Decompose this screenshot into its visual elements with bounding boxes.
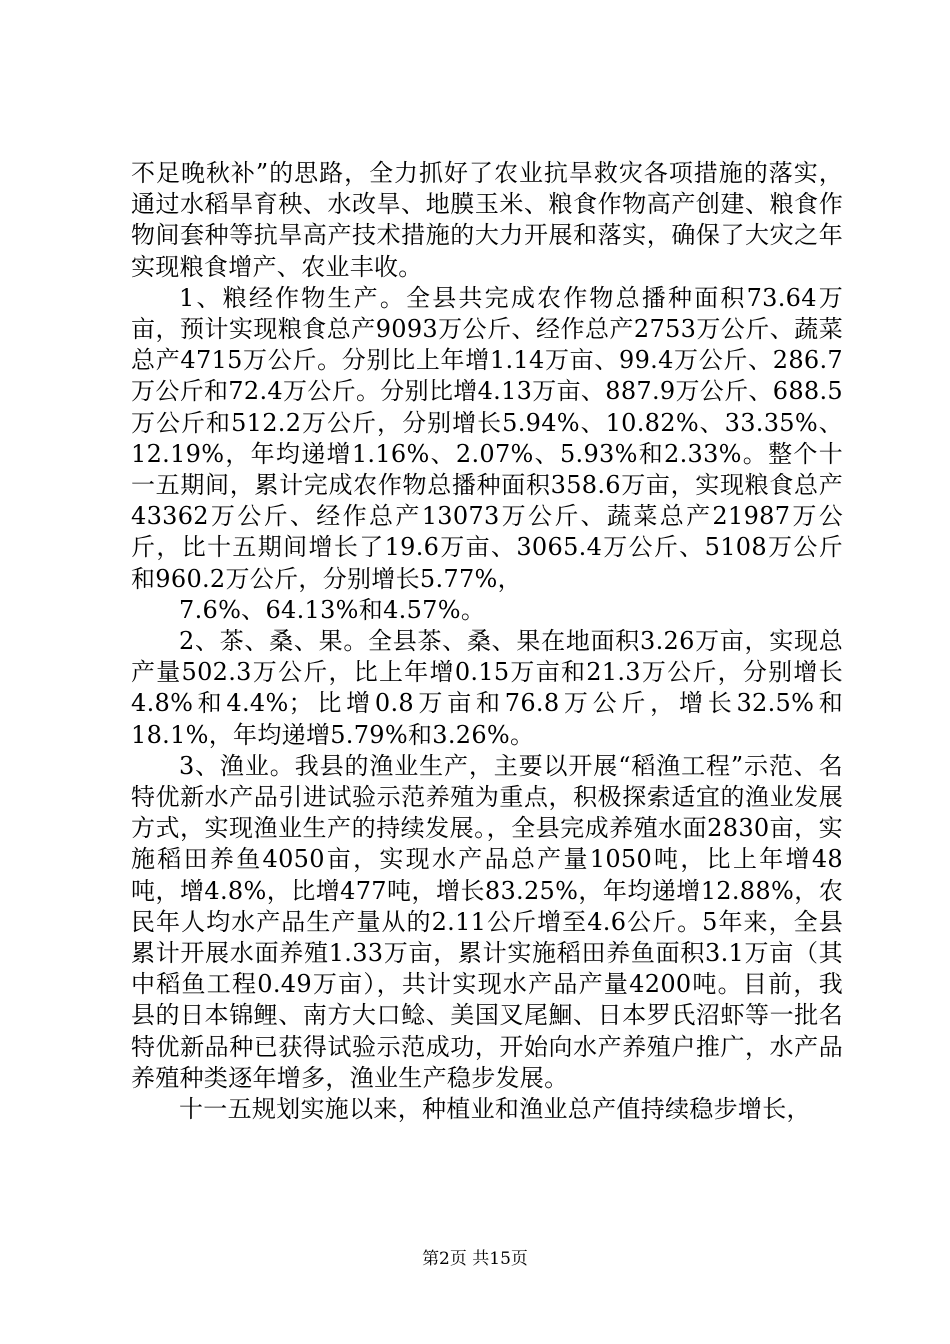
paragraph-growth-rates: 7.6%、64.13%和4.57%。 [179,595,486,624]
paragraph-fishery: 3、渔业。我县的渔业生产，主要以开展“稻渔工程”示范、名特优新水产品引进试验示范养殖为重点，积极探索适宜的渔业发展方式，实现渔业生产的持续发展。，全县完成养殖水面2830亩，实施稻田养鱼4050亩，实现水产品总产量1050吨，比上年增48吨，增4.8%，比增477吨，增长83.25%，年均递增12.88%，农民年人均水产品生产量从的2.11公斤增至4.6公斤。5年来，全县累计开展水面养殖1.33万亩，累计实施稻田养鱼面积3.1万亩（其中稻鱼工程0.49万亩），共计实现水产品产量4200吨。目前，我县的日本锦鲤、南方大口鲶、美国叉尾鮰、日本罗氏沼虾等一批名特优新品种已获得试验示范成功，开始向水产养殖户推广，水产品养殖种类逐年增多，渔业生产稳步发展。 [131,751,843,1092]
document-body [131,158,843,1125]
paragraph-drought-relief: 不足晚秋补”的思路，全力抓好了农业抗旱救灾各项措施的落实，通过水稻旱育秧、水改旱、地膜玉米、粮食作物高产创建、粮食作物间套种等抗旱高产技术措施的大力开展和落实，确保了大灾之年实现粮食增产、农业丰收。 [131,159,843,281]
paragraph-grain-crops: 1、粮经作物生产。全县共完成农作物总播种面积73.64万亩，预计实现粮食总产9093万公斤、经作总产2753万公斤、蔬菜总产4715万公斤。分别比上年增1.14万亩、99.4万公斤、286.7万公斤和72.4万公斤。分别比增4.13万亩、887.9万公斤、688.5万公斤和512.2万公斤，分别增长5.94%、10.82%、33.35%、12.19%，年均递增1.16%、2.07%、5.93%和2.33%。整个十一五期间，累计完成农作物总播种面积358.6万亩，实现粮食总产43362万公斤、经作总产13073万公斤、蔬菜总产21987万公斤，比十五期间增长了19.6万亩、3065.4万公斤、5108万公斤和960.2万公斤，分别增长5.77%， [131,283,843,593]
paragraph-planning-summary: 十一五规划实施以来，种植业和渔业总产值持续稳步增长， [179,1095,811,1124]
page-number-footer: 第2页 共15页 [422,1249,528,1269]
paragraph-tea-mulberry-fruit: 2、茶、桑、果。全县茶、桑、果在地面积3.26万亩，实现总产量502.3万公斤，比上年增0.15万亩和21.3万公斤，分别增长4.8%和4.4%；比增0.8万亩和76.8万公斤，增长32.5%和18.1%，年均递增5.79%和3.26%。 [131,627,843,749]
